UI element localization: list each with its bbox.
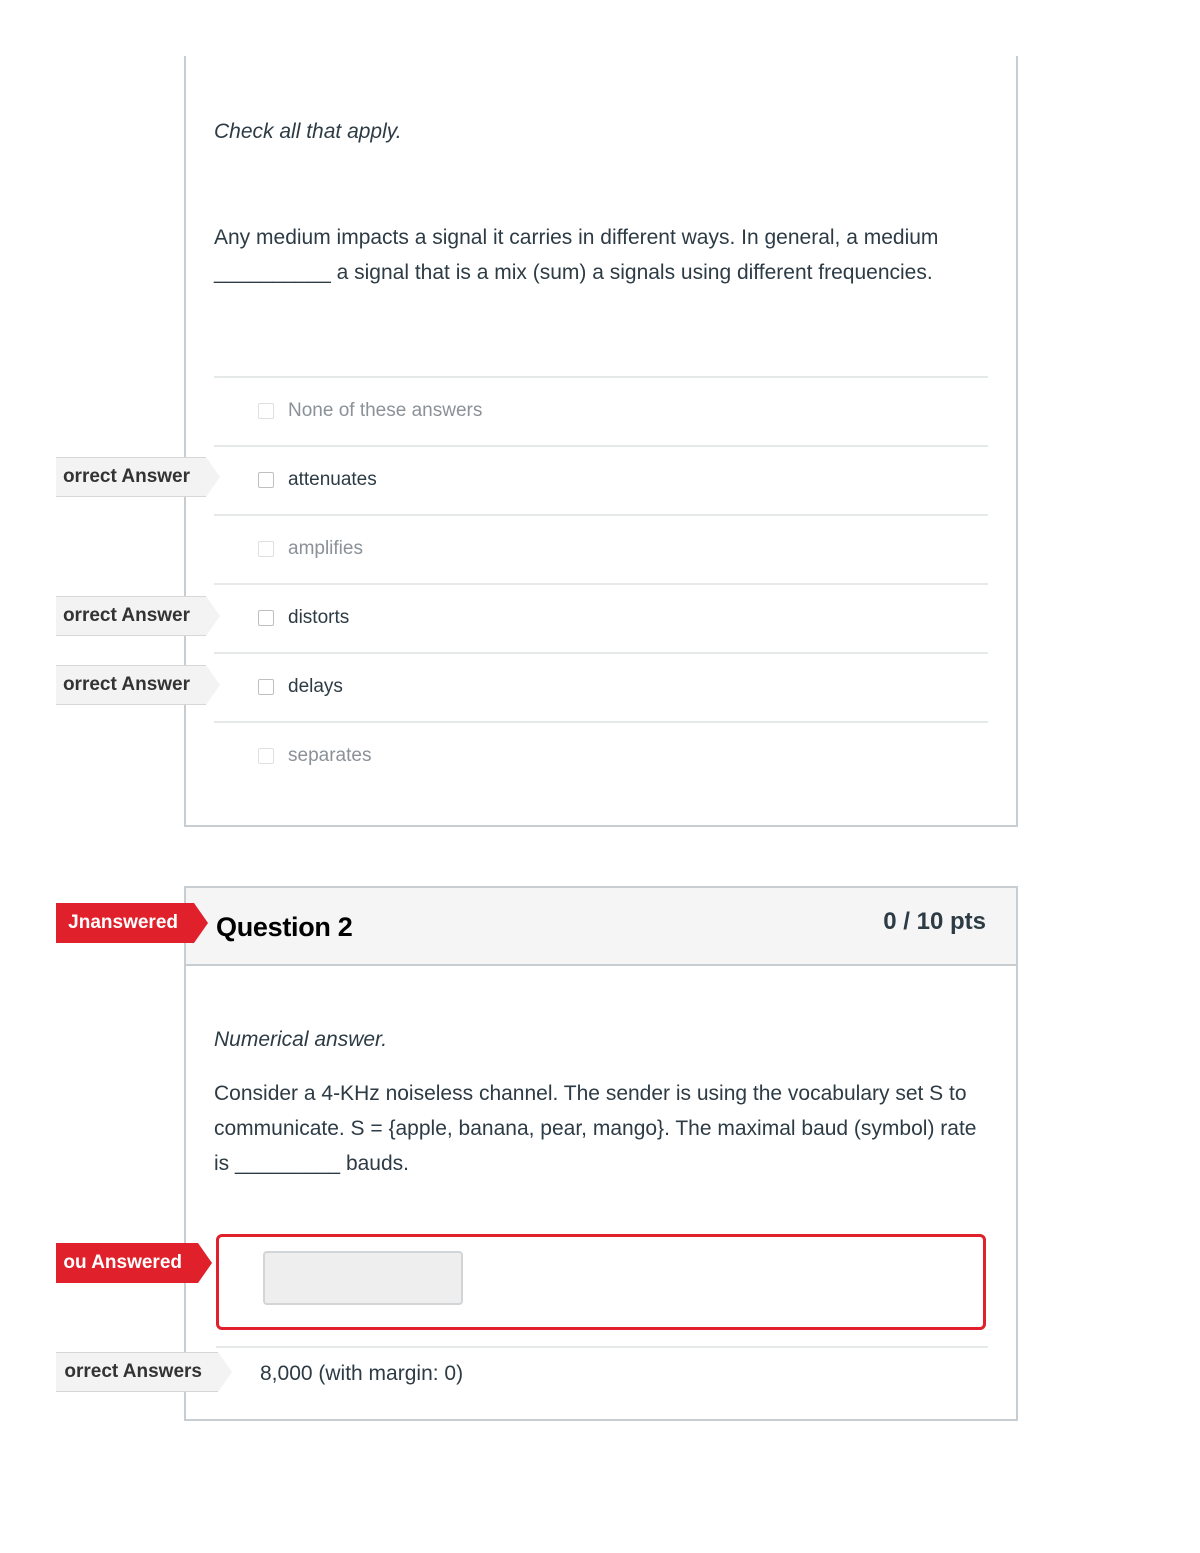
answer-option <box>214 376 988 445</box>
question-2-card <box>184 886 1018 1421</box>
question-1-text: Any medium impacts a signal it carries in different ways. In general, a medium __________ a signal that is a mix (sum) a signals using different frequencies. <box>214 226 939 284</box>
question-2-header <box>186 888 1016 966</box>
tag-arrow <box>198 1243 212 1283</box>
question-points: 0 / 10 pts <box>883 908 986 935</box>
question-1-answer-list <box>214 376 988 790</box>
divider <box>216 1346 988 1348</box>
tag-arrow <box>206 596 220 636</box>
checkbox <box>258 403 274 419</box>
answer-label: attenuates <box>288 469 377 490</box>
checkbox <box>258 748 274 764</box>
question-2-instruction: Numerical answer. <box>214 1028 388 1051</box>
correct-answer-value: 8,000 (with margin: 0) <box>260 1362 464 1385</box>
answer-label: amplifies <box>288 538 363 559</box>
answer-option <box>214 445 988 514</box>
question-1-instruction: Check all that apply. <box>214 120 402 143</box>
question-2-text: Consider a 4-KHz noiseless channel. The sender is using the vocabulary set S to communicate. S = {apple, banana, pear, mango}. The maximal baud (symbol) rate is _________ bauds. <box>214 1082 977 1175</box>
tag-arrow <box>194 903 208 943</box>
answer-option <box>214 583 988 652</box>
checkbox <box>258 541 274 557</box>
tag-arrow <box>206 665 220 705</box>
answer-label: None of these answers <box>288 400 483 421</box>
quiz-results-viewport: Check all that apply. Any medium impacts a signal it carries in different ways. In general, a medium __________ a signal that is a mix (sum) a signals using different frequencies. None of these answers attenuates amplifies distorts delays separates orrect Answer orrect Answer orrect Answer Question 2 0 / 10 pts Numerical answer. Consider a 4-KHz noiseless channel. The sender is using the vocabulary set S to communicate. S = {apple, banana, pear, mango}. The maximal baud (symbol) rate is _________ bauds. 8,000 (with margin: 0) Jnanswered ou Answered orrect Answers <box>56 0 1200 1553</box>
answer-option <box>214 652 988 721</box>
numerical-answer-field <box>263 1251 463 1305</box>
question-1-card <box>184 56 1018 827</box>
answer-label: separates <box>288 745 372 766</box>
answer-option <box>214 721 988 790</box>
your-answer-box <box>216 1234 986 1330</box>
tag-arrow <box>218 1352 232 1392</box>
answer-label: distorts <box>288 607 350 628</box>
checkbox <box>258 610 274 626</box>
answer-option <box>214 514 988 583</box>
question-title: Question 2 <box>216 912 353 942</box>
checkbox <box>258 472 274 488</box>
tag-arrow <box>206 457 220 497</box>
checkbox <box>258 679 274 695</box>
answer-label: delays <box>288 676 343 697</box>
